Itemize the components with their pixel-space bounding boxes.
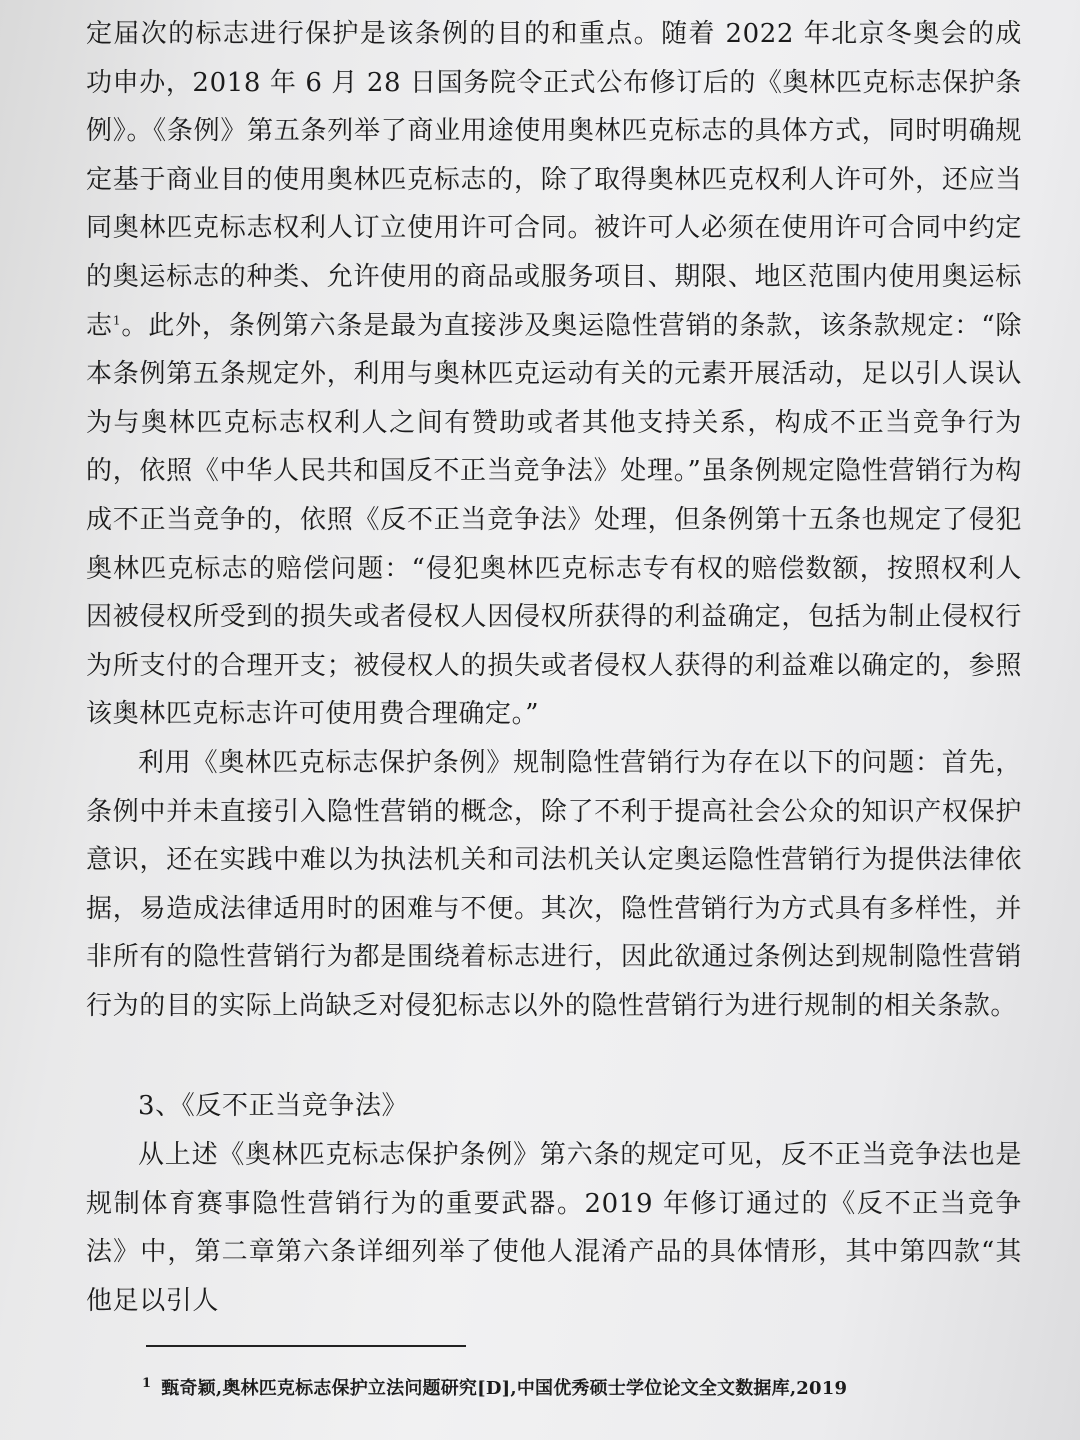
paragraph-2: 利用《奥林匹克标志保护条例》规制隐性营销行为存在以下的问题：首先，条例中并未直接引入隐性营销的概念，除了不利于提高社会公众的知识产权保护意识，还在实践中难以为执法机关和司法机关认定奥运隐性营销行为提供法律依据，易造成法律适用时的困难与不便。其次，隐性营销行为方式具有多样性，并非所有的隐性营销行为都是围绕着标志进行，因此欲通过条例达到规制隐性营销行为的目的实际上尚缺乏对侵犯标志以外的隐性营销行为进行规制的相关条款。: [86, 747, 1022, 1021]
footnote-text: 甄奇颖,奥林匹克标志保护立法问题研究[D],中国优秀硕士学位论文全文数据库,2019: [161, 1378, 848, 1399]
paragraph-1-text-a: 定届次的标志进行保护是该条例的目的和重点。随着 2022 年北京冬奥会的成功申办，2018 年 6 月 28 日国务院令正式公布修订后的《奥林匹克标志保护条例》。《条例》第五条列举了商业用途使用奥林匹克标志的具体方式，同时明确规定基于商业目的使用奥林匹克标志的，除了取得奥林匹克权利人许可外，还应当同奥林匹克标志权利人订立使用许可合同。被许可人必须在使用许可合同中约定的奥运标志的种类、允许使用的商品或服务项目、期限、地区范围内使用奥运标志: [86, 19, 1022, 341]
body-text: [86, 10, 1022, 1325]
paragraph-3: 从上述《奥林匹克标志保护条例》第六条的规定可见，反不正当竞争法也是规制体育赛事隐性营销行为的重要武器。2019 年修订通过的《反不正当竞争法》中，第二章第六条详细列举了使他人混淆产品的具体情形，其中第四款“其他足以引人: [86, 1140, 1022, 1316]
footnote-divider: [146, 1345, 466, 1347]
paragraph-1-text-b: 。此外，条例第六条是最为直接涉及奥运隐性营销的条款，该条款规定：“除本条例第五条规定外，利用与奥林匹克运动有关的元素开展活动，足以引人误认为与奥林匹克标志权利人之间有赞助或者其他支持关系，构成不正当竞争行为的，依照《中华人民共和国反不正当竞争法》处理。”虽条例规定隐性营销行为构成不正当竞争的，依照《反不正当竞争法》处理，但条例第十五条也规定了侵犯奥林匹克标志的赔偿问题：“侵犯奥林匹克标志专有权的赔偿数额，按照权利人因被侵权所受到的损失或者侵权人因侵权所获得的利益确定，包括为制止侵权行为所支付的合理开支；被侵权人的损失或者侵权人获得的利益难以确定的，参照该奥林匹克标志许可使用费合理确定。”: [86, 310, 1022, 730]
section-heading: 3、《反不正当竞争法》: [138, 1091, 409, 1122]
footnote: [142, 1376, 1002, 1402]
footnote-reference: 1: [112, 312, 122, 327]
paragraph-1: [86, 10, 1022, 739]
footnote-mark: 1: [142, 1376, 152, 1391]
